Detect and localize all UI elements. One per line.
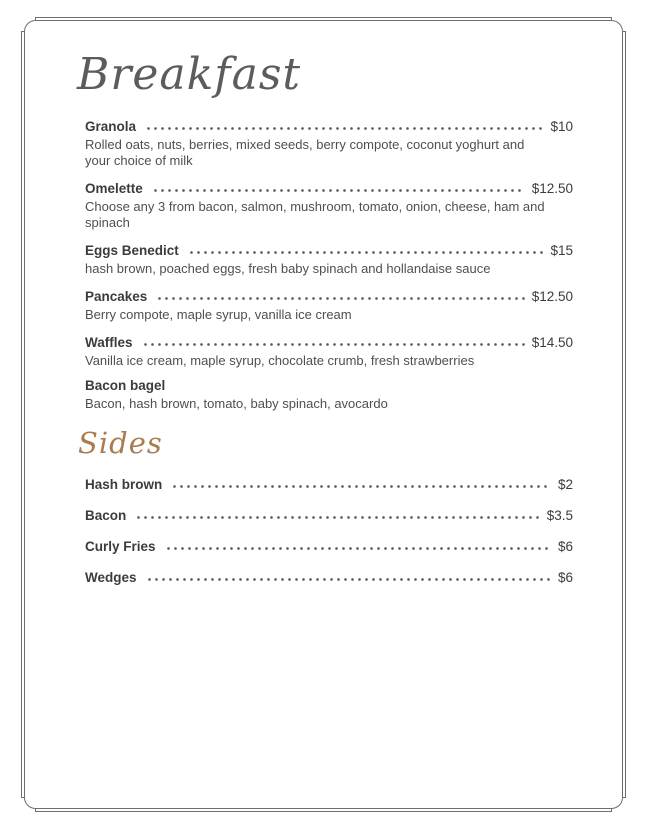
border-band-right [623,32,626,798]
item-name: Waffles [85,335,133,350]
item-name: Hash brown [85,477,163,492]
item-description: Berry compote, maple syrup, vanilla ice cream [85,307,352,322]
item-price: $15 [550,243,573,258]
dotted-leader [135,504,539,520]
item-row [85,504,573,524]
item-row [85,115,573,135]
item-price: $12.50 [531,181,573,196]
dotted-leader [152,177,525,193]
dotted-leader [142,331,525,347]
menu-item-hash-brown [85,473,573,493]
item-row [85,239,573,259]
item-description: Vanilla ice cream, maple syrup, chocolate crumb, fresh strawberries [85,353,475,368]
item-row [85,177,573,197]
menu-item-granola [85,115,573,169]
border-corner-arc-bottom-left [25,798,36,809]
dotted-leader [171,473,551,489]
item-name: Pancakes [85,289,148,304]
item-name: Eggs Benedict [85,243,179,258]
dotted-leader [188,239,544,255]
item-description: Rolled oats, nuts, berries, mixed seeds, berry compote, coconut yoghurt and your choice of milk [85,137,525,168]
border-corner-arc-top-left [25,21,36,32]
menu-item-pancakes [85,285,573,323]
item-row [85,377,573,394]
dotted-leader [156,285,524,301]
item-description: hash brown, poached eggs, fresh baby spinach and hollandaise sauce [85,261,491,276]
item-row [85,566,573,586]
item-description: Choose any 3 from bacon, salmon, mushroom, tomato, onion, cheese, ham and spinach [85,199,545,230]
item-row [85,535,573,555]
item-price: $10 [550,119,573,134]
item-row [85,473,573,493]
item-name: Granola [85,119,137,134]
section-title-sides: Sides [78,426,163,460]
border-corner-arc-bottom-right [612,798,623,809]
border-band-left [22,32,25,798]
section-title-breakfast: Breakfast [77,49,302,100]
dotted-leader [165,535,551,551]
menu-item-omelette [85,177,573,231]
menu-item-waffles [85,331,573,369]
border-band-top [36,18,612,21]
menu-item-wedges [85,566,573,586]
item-price: $12.50 [531,289,573,304]
item-name: Omelette [85,181,143,196]
dotted-leader [146,566,551,582]
item-description: Bacon, hash brown, tomato, baby spinach, avocardo [85,396,388,411]
item-row [85,285,573,305]
item-name: Bacon [85,508,127,523]
item-name: Wedges [85,570,137,585]
item-row [85,331,573,351]
item-price: $6 [557,539,573,554]
item-name: Bacon bagel [85,378,166,393]
menu-item-bacon [85,504,573,524]
dotted-leader [145,115,543,131]
menu-item-bacon-bagel [85,377,573,412]
menu-item-curly-fries [85,535,573,555]
item-price: $6 [557,570,573,585]
menu-item-eggs-benedict [85,239,573,277]
border-corner-arc-top-right [612,21,623,32]
item-name: Curly Fries [85,539,156,554]
border-band-bottom [36,809,612,812]
menu-content [77,48,573,597]
item-price: $2 [557,477,573,492]
item-price: $14.50 [531,335,573,350]
item-price: $3.5 [546,508,573,523]
